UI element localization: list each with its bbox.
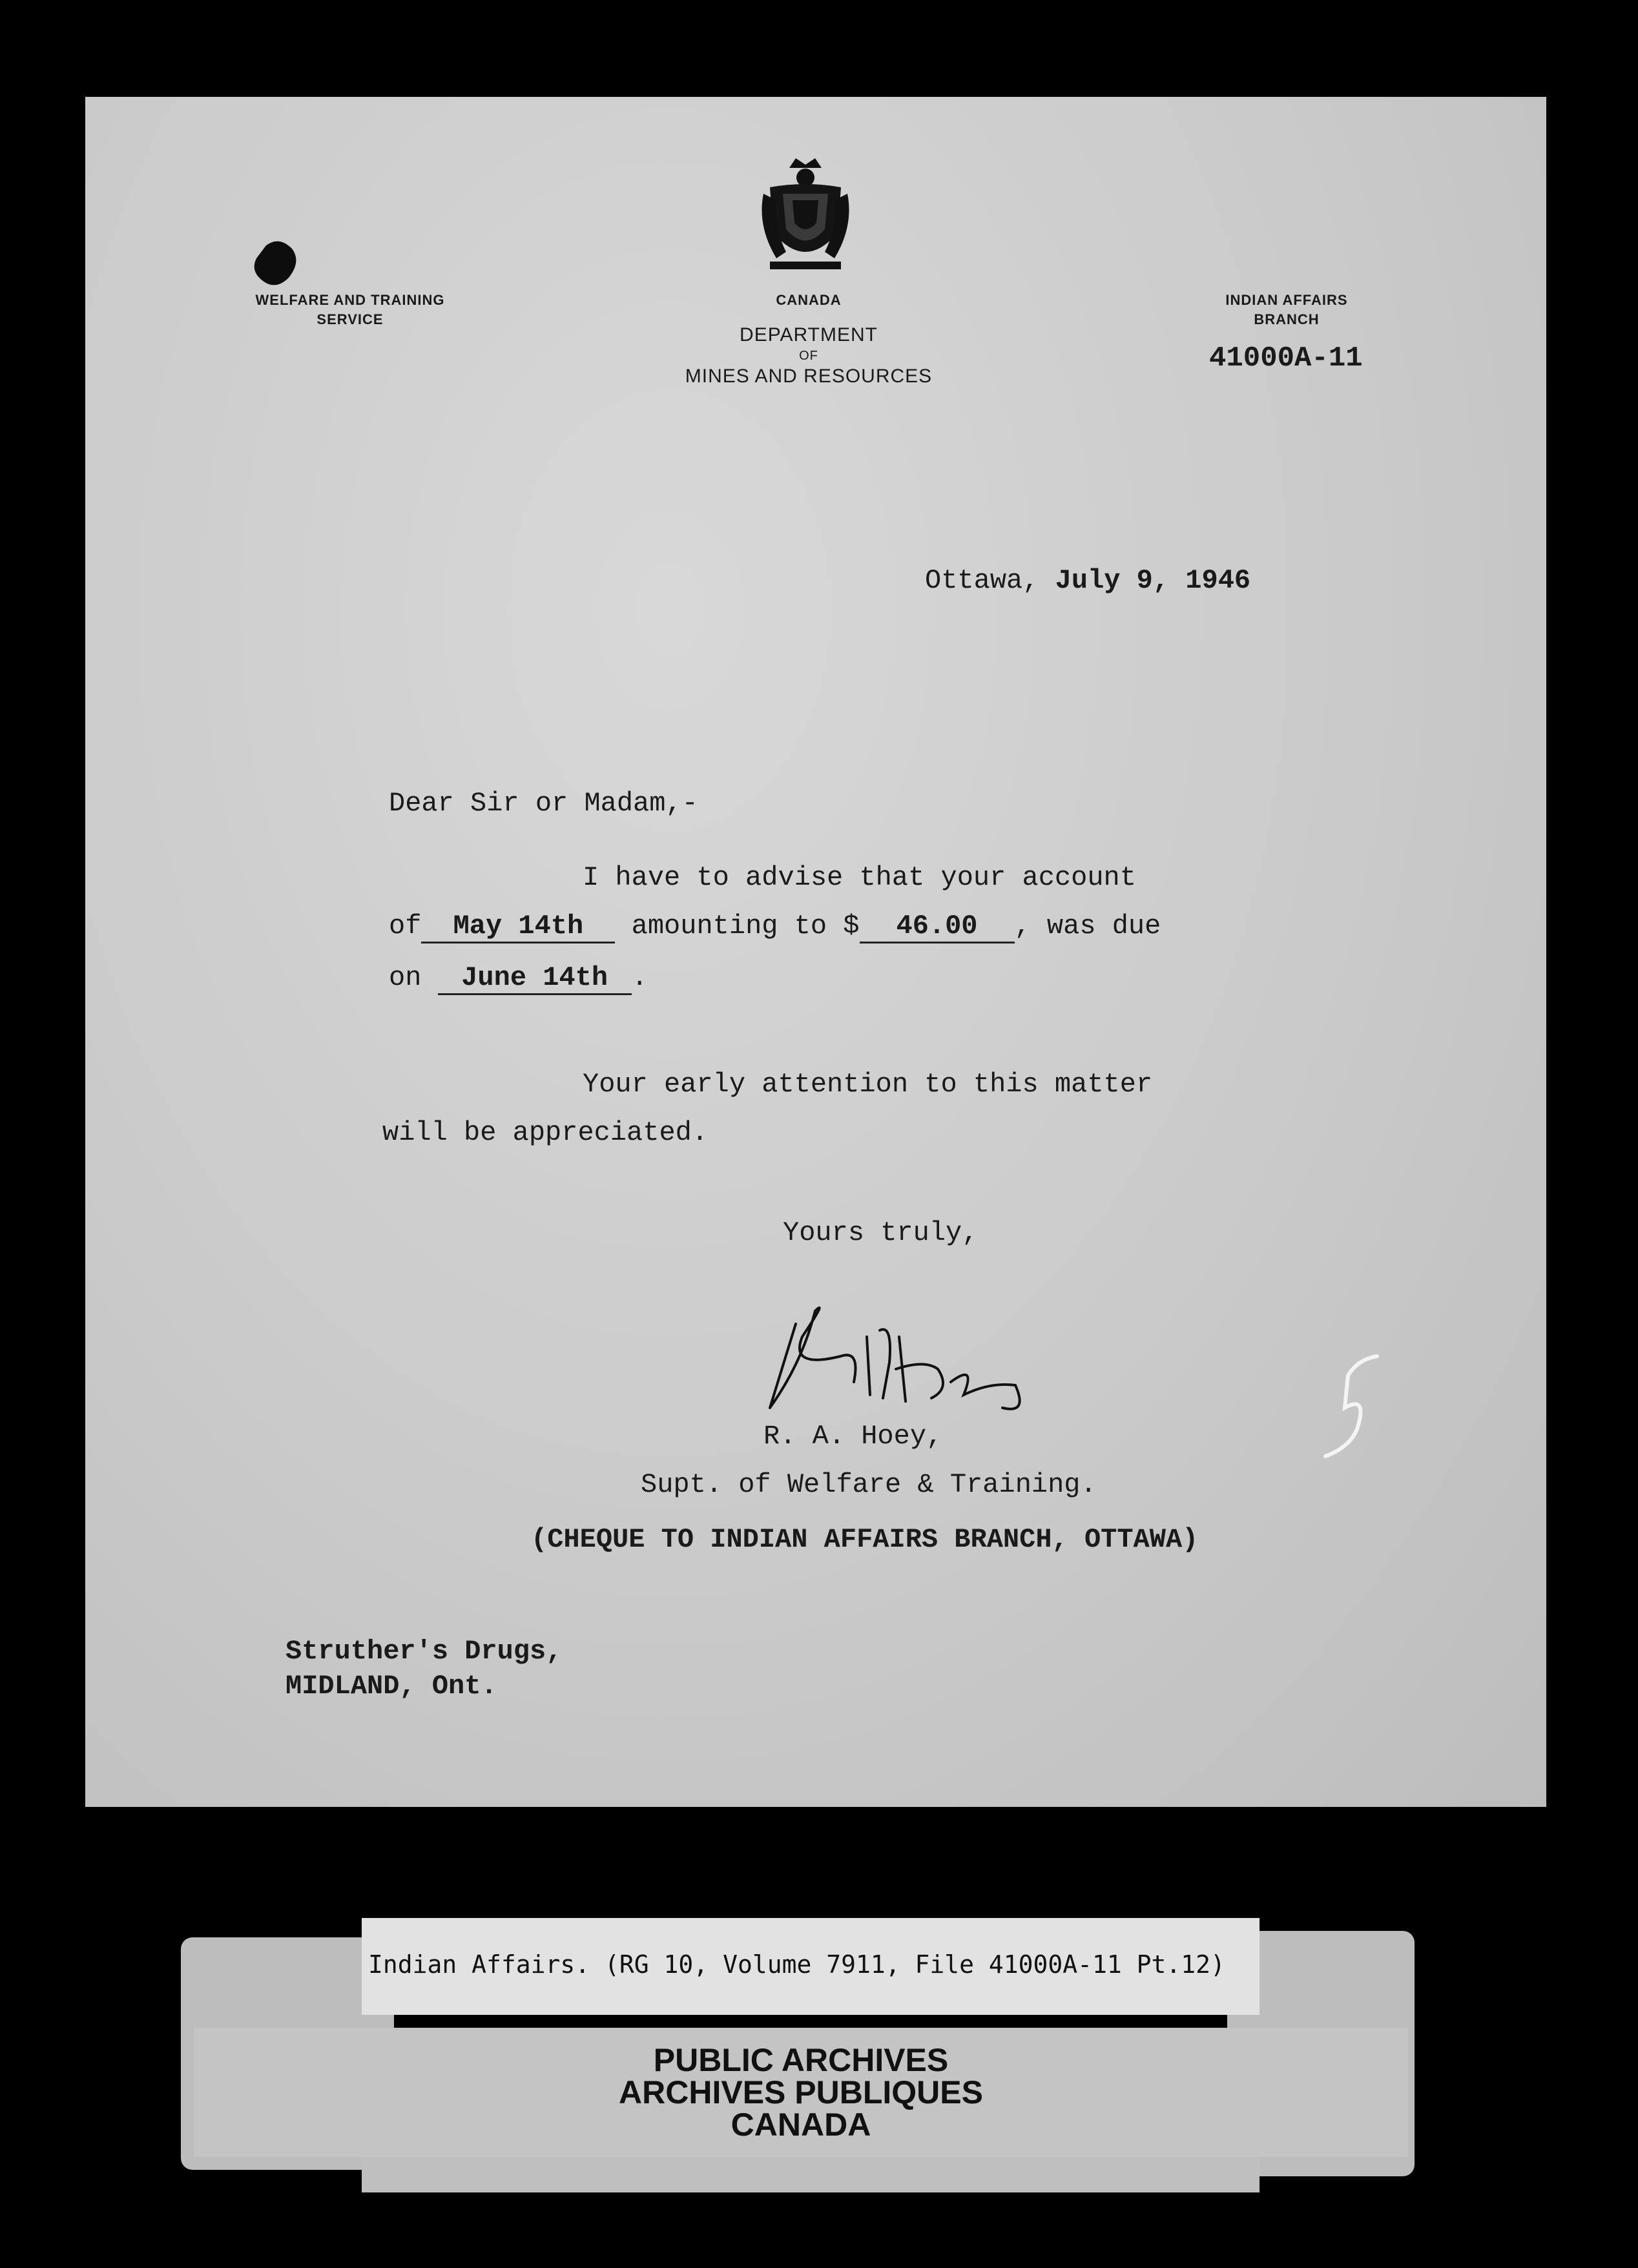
- amount-field: 46.00: [860, 911, 1015, 943]
- letterhead-dept-line2: OF: [799, 349, 818, 363]
- archive-reference: Indian Affairs. (RG 10, Volume 7911, File 41000A-11 Pt.12): [368, 1950, 1225, 1979]
- letterhead-left-line2: SERVICE: [316, 311, 384, 327]
- handwritten-signature: [744, 1285, 1054, 1414]
- ink-blot-icon: [240, 232, 311, 297]
- handwritten-mark: [1312, 1350, 1403, 1466]
- amounting-text: amounting to $: [631, 911, 860, 942]
- was-due-text: , was due: [1014, 911, 1161, 942]
- letter-page: [85, 97, 1546, 1807]
- letterhead-right: [1196, 291, 1377, 329]
- body-line-1: I have to advise that your account: [583, 862, 1136, 893]
- letterhead-dept-line3: MINES AND RESOURCES: [685, 366, 933, 387]
- letterhead-department: [654, 323, 964, 389]
- letterhead-country: CANADA: [776, 292, 842, 308]
- cheque-note: (CHEQUE TO INDIAN AFFAIRS BRANCH, OTTAWA): [531, 1524, 1199, 1555]
- archives-stamp-band: [194, 2028, 1408, 2157]
- date-line: [925, 565, 1250, 596]
- letterhead-dept-line1: DEPARTMENT: [740, 324, 878, 345]
- body-line-4: Your early attention to this matter: [583, 1069, 1153, 1100]
- stamp-line3: CANADA: [731, 2107, 871, 2143]
- period: .: [631, 962, 648, 993]
- letterhead-left: [240, 291, 460, 329]
- date-value: July 9, 1946: [1055, 565, 1251, 596]
- date-place: Ottawa,: [925, 565, 1039, 596]
- stamp-line1: PUBLIC ARCHIVES: [653, 2042, 949, 2078]
- recipient-line1: Struther's Drugs,: [285, 1636, 563, 1667]
- letterhead-left-line1: WELFARE AND TRAINING: [255, 292, 445, 308]
- salutation: Dear Sir or Madam,-: [389, 788, 698, 819]
- recipient-line2: MIDLAND, Ont.: [285, 1671, 497, 1702]
- stamp-line2: ARCHIVES PUBLIQUES: [619, 2074, 983, 2110]
- closing: Yours truly,: [783, 1217, 979, 1248]
- letterhead-right-line1: INDIAN AFFAIRS: [1225, 292, 1348, 308]
- letterhead-right-line2: BRANCH: [1254, 311, 1320, 327]
- signer-title: Supt. of Welfare & Training.: [641, 1469, 1097, 1500]
- recipient: [285, 1634, 562, 1704]
- archive-reference-label: [362, 1918, 1260, 2015]
- body-line-5: will be appreciated.: [382, 1117, 709, 1148]
- of-prefix: of: [389, 911, 422, 942]
- body-line-3: [389, 962, 648, 995]
- due-date-field: June 14th: [438, 962, 632, 995]
- account-date-field: May 14th: [421, 911, 615, 943]
- file-number: 41000A-11: [1209, 342, 1363, 375]
- signer-name: R. A. Hoey,: [763, 1421, 943, 1452]
- label-bottom-strip: [362, 2157, 1260, 2192]
- on-prefix: on: [389, 962, 422, 993]
- canada-coat-of-arms-icon: [757, 155, 854, 278]
- body-line-2: [389, 911, 1161, 943]
